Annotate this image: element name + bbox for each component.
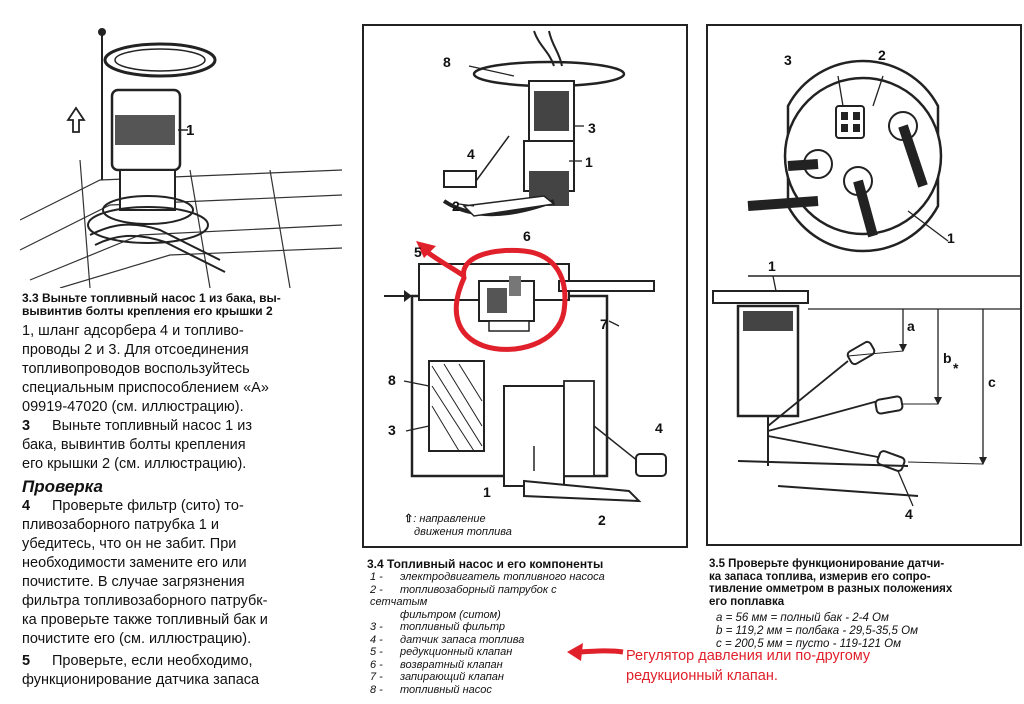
fig33-caption	[22, 292, 344, 318]
legend-text: фильтром (ситом)	[400, 608, 501, 621]
fig35-label: a	[907, 318, 915, 334]
left-text-line: специальным приспособлением «А»	[22, 380, 269, 396]
left-text-line: топливопроводов воспользуйтесь	[22, 361, 250, 377]
legend-row	[370, 584, 610, 609]
fig34-label: 1	[585, 154, 593, 170]
legend-num: 8 -	[370, 683, 383, 696]
step5-line: функционирование датчика запаса	[22, 672, 260, 688]
flow-note-line1: : направление	[413, 513, 486, 525]
legend-text: топливозаборный патрубок с сетчатым	[370, 583, 557, 608]
legend-num: 2 -	[370, 583, 383, 596]
fig34-label: 8	[443, 54, 451, 70]
legend-text: датчик запаса топлива	[400, 633, 525, 646]
step5-number: 5	[22, 653, 31, 669]
legend-row	[370, 609, 610, 622]
fig34-label: 3	[388, 422, 396, 438]
fig34-label: 5	[414, 244, 422, 260]
fig35-caption-line: 3.5 Проверьте функционирование датчи-	[709, 558, 945, 570]
step5-line	[22, 652, 344, 671]
legend-text: возвратный клапан	[400, 658, 503, 671]
legend-row	[370, 571, 610, 584]
step3-line: бака, вывинтив болты крепления	[22, 437, 246, 453]
red-annotation	[626, 646, 1022, 686]
fig34-label: 1	[483, 484, 491, 500]
fig33-caption-line1: 3.3 Выньте топливный насос 1 из бака, вы-	[22, 291, 281, 305]
fig35-value-a: a = 56 мм = полный бак - 2-4 Ом	[716, 612, 889, 624]
legend-row	[370, 671, 610, 684]
section-heading-check: Проверка	[22, 477, 103, 496]
red-annotation-line1: Регулятор давления или по-другому	[626, 648, 871, 664]
legend-text: топливный фильтр	[400, 621, 506, 633]
fig35-label: 1	[768, 258, 776, 274]
legend-text: запирающий клапан	[400, 671, 504, 683]
fig35-label: 1	[947, 230, 955, 246]
fig33-drawing	[20, 20, 342, 288]
flow-note-line2: движения топлива	[414, 525, 512, 538]
step3-line: его крышки 2 (см. иллюстрацию).	[22, 456, 247, 472]
flow-arrow-icon: ⇧	[404, 513, 414, 525]
legend-num: 6 -	[370, 658, 383, 671]
legend-num: 7 -	[370, 671, 383, 683]
fig34-label: 2	[598, 512, 606, 528]
fig35-value-b: b = 119,2 мм = полбака - 29,5-35,5 Ом	[716, 625, 918, 637]
fig35-caption-line: ка запаса топлива, измерив его сопро-	[709, 570, 931, 583]
fig34-label: 6	[523, 228, 531, 244]
fig34-flow-note	[404, 513, 584, 538]
legend-text: редукционный клапан	[400, 646, 513, 658]
step4-line: ка проверьте также топливный бак и	[22, 612, 268, 628]
step3-line	[22, 417, 344, 436]
legend-num: 1 -	[370, 571, 383, 583]
step4-line	[22, 497, 344, 516]
fig33-caption-line2: вывинтив болты крепления его крышки 2	[22, 304, 273, 318]
fig35-label: 4	[905, 506, 913, 522]
step4-line: фильтра топливозаборного патрубк-	[22, 593, 268, 609]
fig35-drawing	[708, 26, 1020, 544]
legend-num: 5 -	[370, 646, 383, 658]
fig34-label: 4	[467, 146, 475, 162]
left-text-line: 09919-47020 (см. иллюстрацию).	[22, 399, 244, 415]
fig35-caption-line: тивление омметром в разных положениях	[709, 583, 953, 595]
fig34-label: 7	[600, 316, 608, 332]
legend-num: 3 -	[370, 621, 383, 633]
fig35-label: 3	[784, 52, 792, 68]
step4-line: почистите его (см. иллюстрацию).	[22, 631, 252, 647]
legend-row	[370, 621, 610, 634]
fig34-label: 4	[655, 420, 663, 436]
step4-line: пливозаборного патрубка 1 и	[22, 517, 219, 533]
legend-text: топливный насос	[400, 683, 492, 696]
red-annotation-line2: редукционный клапан.	[626, 668, 778, 684]
fig34-caption: 3.4 Топливный насос и его компоненты	[367, 557, 604, 571]
fig34-label: 2	[452, 198, 460, 214]
fig34-drawing	[364, 26, 686, 546]
step4-text: Проверьте фильтр (сито) то-	[52, 498, 244, 514]
step4-line: необходимости замените его или	[22, 555, 247, 571]
fig33-label-1: 1	[186, 122, 195, 139]
step4-line: убедитесь, что он не забит. При	[22, 536, 237, 552]
legend-row	[370, 684, 610, 697]
step4-number: 4	[22, 498, 31, 514]
fig35-label: 2	[878, 47, 886, 63]
red-pointer-arrow-icon	[565, 640, 625, 664]
fig35-caption-line: его поплавка	[709, 595, 785, 608]
legend-num: 4 -	[370, 633, 383, 646]
step3-number: 3	[22, 418, 31, 434]
fig35-caption	[709, 558, 1024, 608]
fig35-label: b	[943, 350, 952, 366]
legend-text: электродвигатель топливного насоса	[400, 571, 605, 583]
step4-line: почистите. В случае загрязнения	[22, 574, 245, 590]
left-text-line: 1, шланг адсорбера 4 и топливо-	[22, 323, 244, 339]
fig35-star: *	[953, 360, 959, 376]
fig34-label: 8	[388, 372, 396, 388]
fig35-label: c	[988, 374, 996, 390]
left-text-line: проводы 2 и 3. Для отсоединения	[22, 342, 249, 358]
step3-text: Выньте топливный насос 1 из	[52, 418, 252, 434]
fig35-value-c: c = 200,5 мм = пусто - 119-121 Ом	[716, 638, 901, 650]
fig34-label: 3	[588, 120, 596, 136]
left-text-block	[22, 322, 344, 690]
fig34-legend	[370, 571, 610, 696]
step5-text: Проверьте, если необходимо,	[52, 653, 253, 669]
